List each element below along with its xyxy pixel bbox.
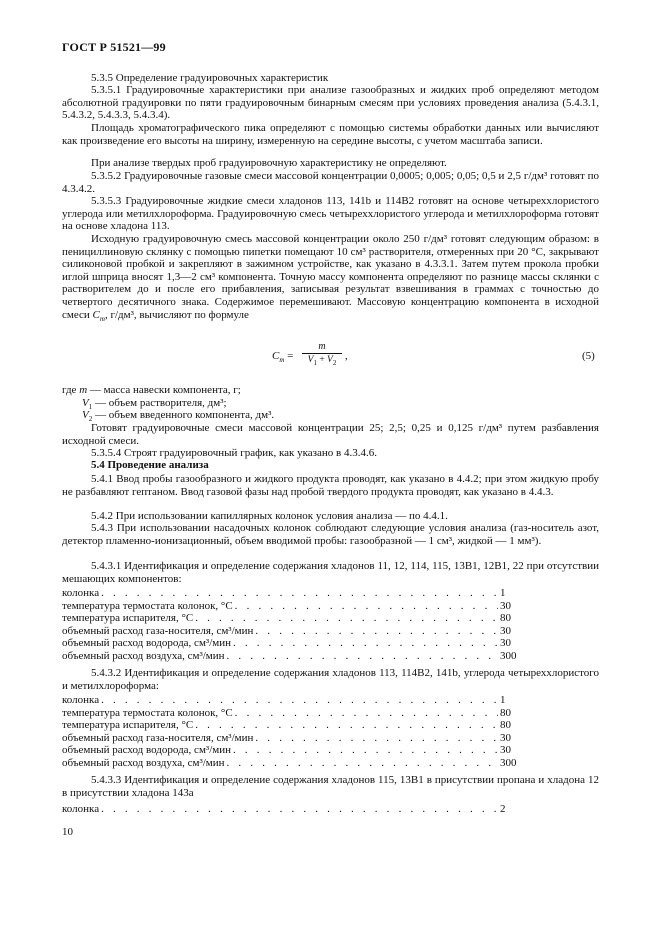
formula-den-s1: 1 [313, 358, 317, 367]
table1-row-label: колонка [62, 587, 100, 599]
leader-dots [227, 757, 498, 769]
leader-dots [255, 625, 498, 637]
table2-row-value: 80 [500, 707, 511, 719]
table1-row [62, 612, 532, 625]
formula-den-v1: V [307, 355, 314, 365]
formula-equals: = [284, 350, 294, 362]
table1-row-value: 1 [500, 587, 506, 599]
formula-lhs-symbol: C [272, 350, 280, 362]
table2-row-label: объемный расход воздуха, см³/мин [62, 757, 225, 769]
table1-row [62, 587, 532, 600]
formula-den-v2: V [327, 355, 333, 365]
paragraph-initial-mixture-text: Исходную градуировочную смесь массовой концентрации около 250 г/дм³ готовят следующим образом: в пенициллиновую склянку с помощью пипетки помещают 10 см³ растворителя, отмеренных при 20 °С, закрывают силиконовой пробкой и закрепляют в зажимном устройстве, как указано в 4.3.3.1. Затем путем прокола пробки иглой шприца вносят 1,3—2 см³ компонента. Точную массу компонента определяют по разнице массы склянки с растворителем до и после его прибавления, записывая результат взвешивания в граммах с точностью до четвертого десятичного знака. Содержимое перемешивают. Массовую концентрацию компонента в исходной смеси [62, 233, 599, 321]
table2-row-label: колонка [62, 694, 100, 706]
formula-numerator: m [302, 341, 342, 354]
section-heading-5-4: 5.4 Проведение анализа [91, 459, 209, 471]
definition-v2-sub: 2 [88, 415, 93, 424]
paragraph-5-4-3-3: 5.4.3.3 Идентификация и определение содержания хладонов 115, 13В1 в присутствии пропана и хладона 12 в присутствии хладона 143а [62, 774, 599, 799]
definition-v1-sub: 1 [88, 403, 93, 412]
paragraph-5-4-2: 5.4.2 При использовании капиллярных колонок условия анализа — по 4.4.1. [91, 510, 448, 522]
table1-row-value: 30 [500, 625, 511, 637]
paragraph-peak-area: Площадь хроматографического пика определяют с помощью системы обработки данных или вычисляют как произведение его высоты на ширину, измеренную на середине высоты, с учетом масштаба записи. [62, 122, 599, 147]
table3-row-label: колонка [62, 803, 100, 815]
definition-v1-symbol: V [82, 397, 89, 409]
table2-row-value: 1 [500, 694, 506, 706]
table2-row-value: 30 [500, 744, 511, 756]
table2-row-label: объемный расход водорода, см³/мин [62, 744, 231, 756]
paragraph-initial-mixture [62, 233, 599, 321]
leader-dots [235, 600, 498, 612]
table2-row-value: 300 [500, 757, 517, 769]
table2-row-label: температура испарителя, °С [62, 719, 194, 731]
definition-mass-symbol: m [79, 384, 88, 396]
formula-comma: , [345, 350, 348, 362]
table2-row-value: 80 [500, 719, 511, 731]
formula-number: (5) [582, 350, 595, 362]
table1-row [62, 637, 532, 650]
leader-dots [195, 719, 498, 731]
table1-row-label: температура термостата колонок, °С [62, 600, 233, 612]
definition-v1 [82, 397, 227, 410]
leader-dots [101, 694, 498, 706]
leader-dots [195, 612, 498, 624]
definition-where: где [62, 384, 77, 396]
table1-row [62, 650, 532, 663]
leader-dots [233, 744, 498, 756]
table1-row-value: 30 [500, 600, 511, 612]
paragraph-5-3-5-1: 5.3.5.1 Градуировочные характеристики при анализе газообразных и жидких проб определяют методом абсолютной градуировки по пяти градуировочным бинарным смесям при условиях проведения анализа (5.4.3.1, 5.4.3.2, 5.4.3.3, 5.4.3.4). [62, 84, 599, 122]
table2-row-value: 30 [500, 732, 511, 744]
table1-row-label: температура испарителя, °С [62, 612, 194, 624]
paragraph-5-4-1: 5.4.1 Ввод пробы газообразного и жидкого продукта проводят, как указано в 4.4.2; при этом жидкую пробу не разбавляют гептаном. Ввод газовой фазы над пробой твердого продукта проводят, как указано в 4.4.3. [62, 473, 599, 498]
paragraph-5-3-5-4: 5.3.5.4 Строят градуировочный график, как указано в 4.3.4.6. [91, 447, 377, 459]
table1-row-value: 30 [500, 637, 511, 649]
leader-dots [235, 707, 498, 719]
paragraph-dilution: Готовят градуировочные смеси массовой концентрации 25; 2,5; 0,25 и 0,125 г/дм³ путем разбавления исходной смеси. [62, 422, 599, 447]
leader-dots [101, 803, 498, 815]
definition-v2 [82, 409, 274, 422]
paragraph-solid-samples: При анализе твердых проб градуировочную характеристику не определяют. [91, 157, 447, 169]
document-header: ГОСТ Р 51521—99 [62, 40, 166, 54]
table3-row [62, 803, 532, 816]
table1-row-label: объемный расход газа-носителя, см³/мин [62, 625, 254, 637]
table2-row [62, 719, 532, 732]
section-heading-5-3-5: 5.3.5 Определение градуировочных характеристик [91, 72, 329, 84]
concentration-symbol: C [92, 308, 100, 321]
paragraph-5-4-3: 5.4.3 При использовании насадочных колонок соблюдают следующие условия анализа (газ-носитель азот, детектор пламенно-ионизационный, объем вводимой пробы: газообразной — 1 см³, жидкой — 1 мм³). [62, 522, 599, 547]
definition-v2-text: — объем введенного компонента, дм³. [92, 409, 275, 421]
formula-denominator [302, 354, 342, 365]
page-number: 10 [62, 826, 73, 838]
formula-den-plus: + [316, 355, 328, 365]
leader-dots [255, 732, 498, 744]
table1-row-value: 300 [500, 650, 517, 662]
leader-dots [101, 587, 498, 599]
table2-row-label: температура термостата колонок, °С [62, 707, 233, 719]
definition-mass-text: — масса навески компонента, г; [87, 384, 241, 396]
table2-row-label: объемный расход газа-носителя, см³/мин [62, 732, 254, 744]
table3-row-value: 2 [500, 803, 506, 815]
formula-lhs [272, 350, 294, 365]
formula-den-s2: 2 [332, 358, 337, 367]
table1-row-label: объемный расход водорода, см³/мин [62, 637, 231, 649]
definition-mass [62, 384, 241, 397]
paragraph-5-3-5-2: 5.3.5.2 Градуировочные газовые смеси массовой концентрации 0,0005; 0,005; 0,05; 0,5 и 2,5 г/дм³ готовят по 4.3.4.2. [62, 170, 599, 195]
leader-dots [227, 650, 498, 662]
leader-dots [233, 637, 498, 649]
concentration-subscript: m [99, 314, 105, 323]
paragraph-5-3-5-3: 5.3.5.3 Градуировочные жидкие смеси хладонов 113, 141b и 114В2 готовят на основе четыреххлористого углерода или метилхлороформа. Градуировочную смесь четыреххлористого углерода и метилхлороформа готовят на основе хладона 113. [62, 195, 599, 233]
formula-fraction [302, 341, 342, 365]
paragraph-initial-mixture-tail: , г/дм³, вычисляют по формуле [104, 308, 249, 321]
table2-row [62, 744, 532, 757]
table1-row-label: объемный расход воздуха, см³/мин [62, 650, 225, 662]
paragraph-5-4-3-1: 5.4.3.1 Идентификация и определение содержания хладонов 11, 12, 114, 115, 13В1, 12В1, 22 при отсутствии мешающих компонентов: [62, 560, 599, 585]
formula-lhs-sub: m [279, 356, 285, 365]
definition-v1-text: — объем растворителя, дм³; [92, 397, 227, 409]
definition-v2-symbol: V [82, 409, 89, 421]
table2-row [62, 694, 532, 707]
table1-row-value: 80 [500, 612, 511, 624]
table2-row [62, 757, 532, 770]
paragraph-5-4-3-2: 5.4.3.2 Идентификация и определение содержания хладонов 113, 114В2, 141b, углерода четыреххлористого и метилхлороформа: [62, 667, 599, 692]
